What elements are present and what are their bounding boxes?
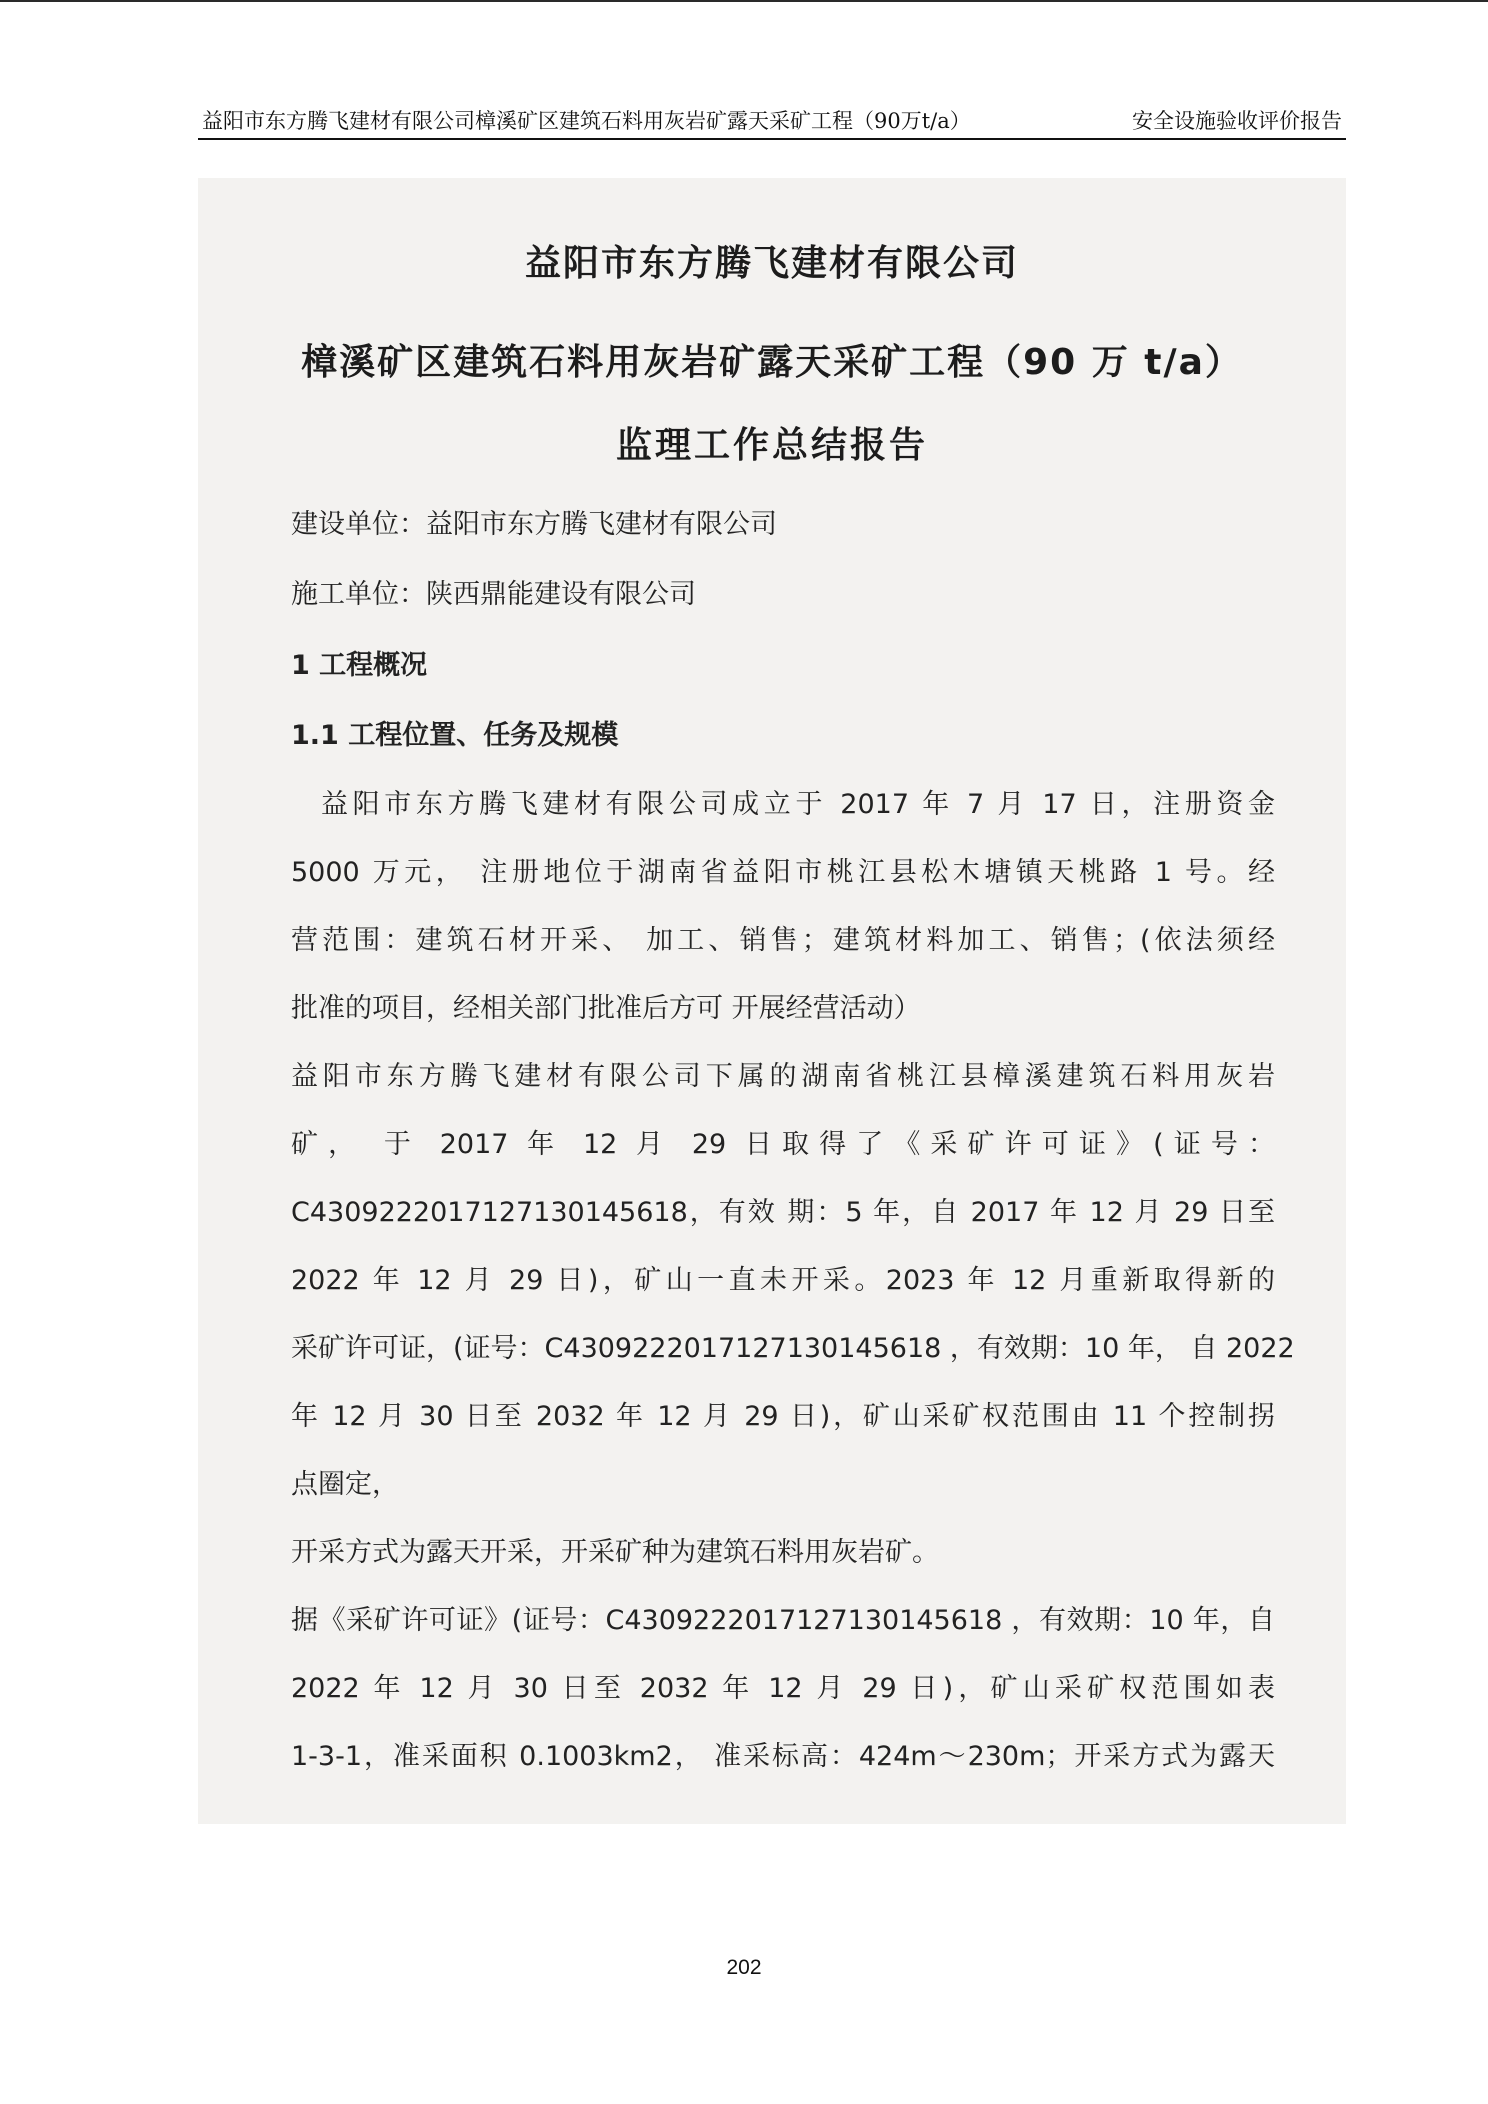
- top-edge-rule: [0, 0, 1488, 2]
- paragraph-2-line-1: 益阳市东方腾飞建材有限公司下属的湖南省桃江县樟溪建筑石料用灰岩: [291, 1061, 1275, 1092]
- running-header: [198, 104, 1346, 140]
- paragraph-4-line-2: 2022 年 12 月 30 日至 2032 年 12 月 29 日)，矿山采矿权范围如表: [291, 1673, 1275, 1704]
- paragraph-1-line-2: 5000 万元， 注册地位于湖南省益阳市桃江县松木塘镇天桃路 1 号。经: [291, 857, 1275, 888]
- document-title-line-3: 监理工作总结报告: [615, 425, 928, 466]
- paragraph-3: 开采方式为露天开采，开采矿种为建筑石料用灰岩矿。: [291, 1537, 939, 1568]
- header-report-type: 安全设施验收评价报告: [1132, 109, 1342, 133]
- paragraph-1-line-1: 益阳市东方腾飞建材有限公司成立于 2017 年 7 月 17 日，注册资金: [321, 789, 1275, 820]
- paragraph-2-line-6: 年 12 月 30 日至 2032 年 12 月 29 日)，矿山采矿权范围由 11 个控制拐: [291, 1401, 1275, 1432]
- header-project-title: 益阳市东方腾飞建材有限公司樟溪矿区建筑石料用灰岩矿露天采矿工程（90万t/a）: [202, 109, 971, 133]
- paragraph-2-line-7: 点圈定，: [291, 1469, 399, 1500]
- paragraph-2-line-2: 矿， 于 2017 年 12 月 29 日取得了《采矿许可证》(证号：: [291, 1129, 1275, 1160]
- paragraph-1-line-3: 营范围：建筑石材开采、 加工、销售；建筑材料加工、销售；(依法须经: [291, 925, 1275, 956]
- document-title-line-2: 樟溪矿区建筑石料用灰岩矿露天采矿工程（90 万 t/a）: [301, 342, 1243, 383]
- contractor-unit-line: 施工单位：陕西鼎能建设有限公司: [291, 579, 696, 610]
- page-number: 202: [726, 1956, 762, 1979]
- paragraph-1-line-4: 批准的项目，经相关部门批准后方可 开展经营活动）: [291, 993, 921, 1024]
- paragraph-2-line-5: 采矿许可证，(证号：C4309222017127130145618 ，有效期：10 年， 自 2022: [291, 1333, 1295, 1364]
- scanned-page: [198, 178, 1346, 1824]
- paragraph-4-line-1: 据《采矿许可证》(证号：C4309222017127130145618 ，有效期：10 年，自: [291, 1605, 1275, 1636]
- construction-unit-line: 建设单位：益阳市东方腾飞建材有限公司: [291, 509, 777, 540]
- document-title-line-1: 益阳市东方腾飞建材有限公司: [524, 243, 1019, 284]
- paragraph-4-line-3: 1-3-1，准采面积 0.1003km2， 准采标高：424m～230m；开采方式为露天: [291, 1741, 1275, 1772]
- paragraph-2-line-3: C4309222017127130145618，有效 期：5 年，自 2017 年 12 月 29 日至: [291, 1197, 1275, 1228]
- section-heading-1: 1 工程概况: [291, 650, 428, 681]
- paragraph-2-line-4: 2022 年 12 月 29 日)，矿山一直未开采。2023 年 12 月重新取得新的: [291, 1265, 1275, 1296]
- section-heading-1-1: 1.1 工程位置、任务及规模: [291, 720, 619, 751]
